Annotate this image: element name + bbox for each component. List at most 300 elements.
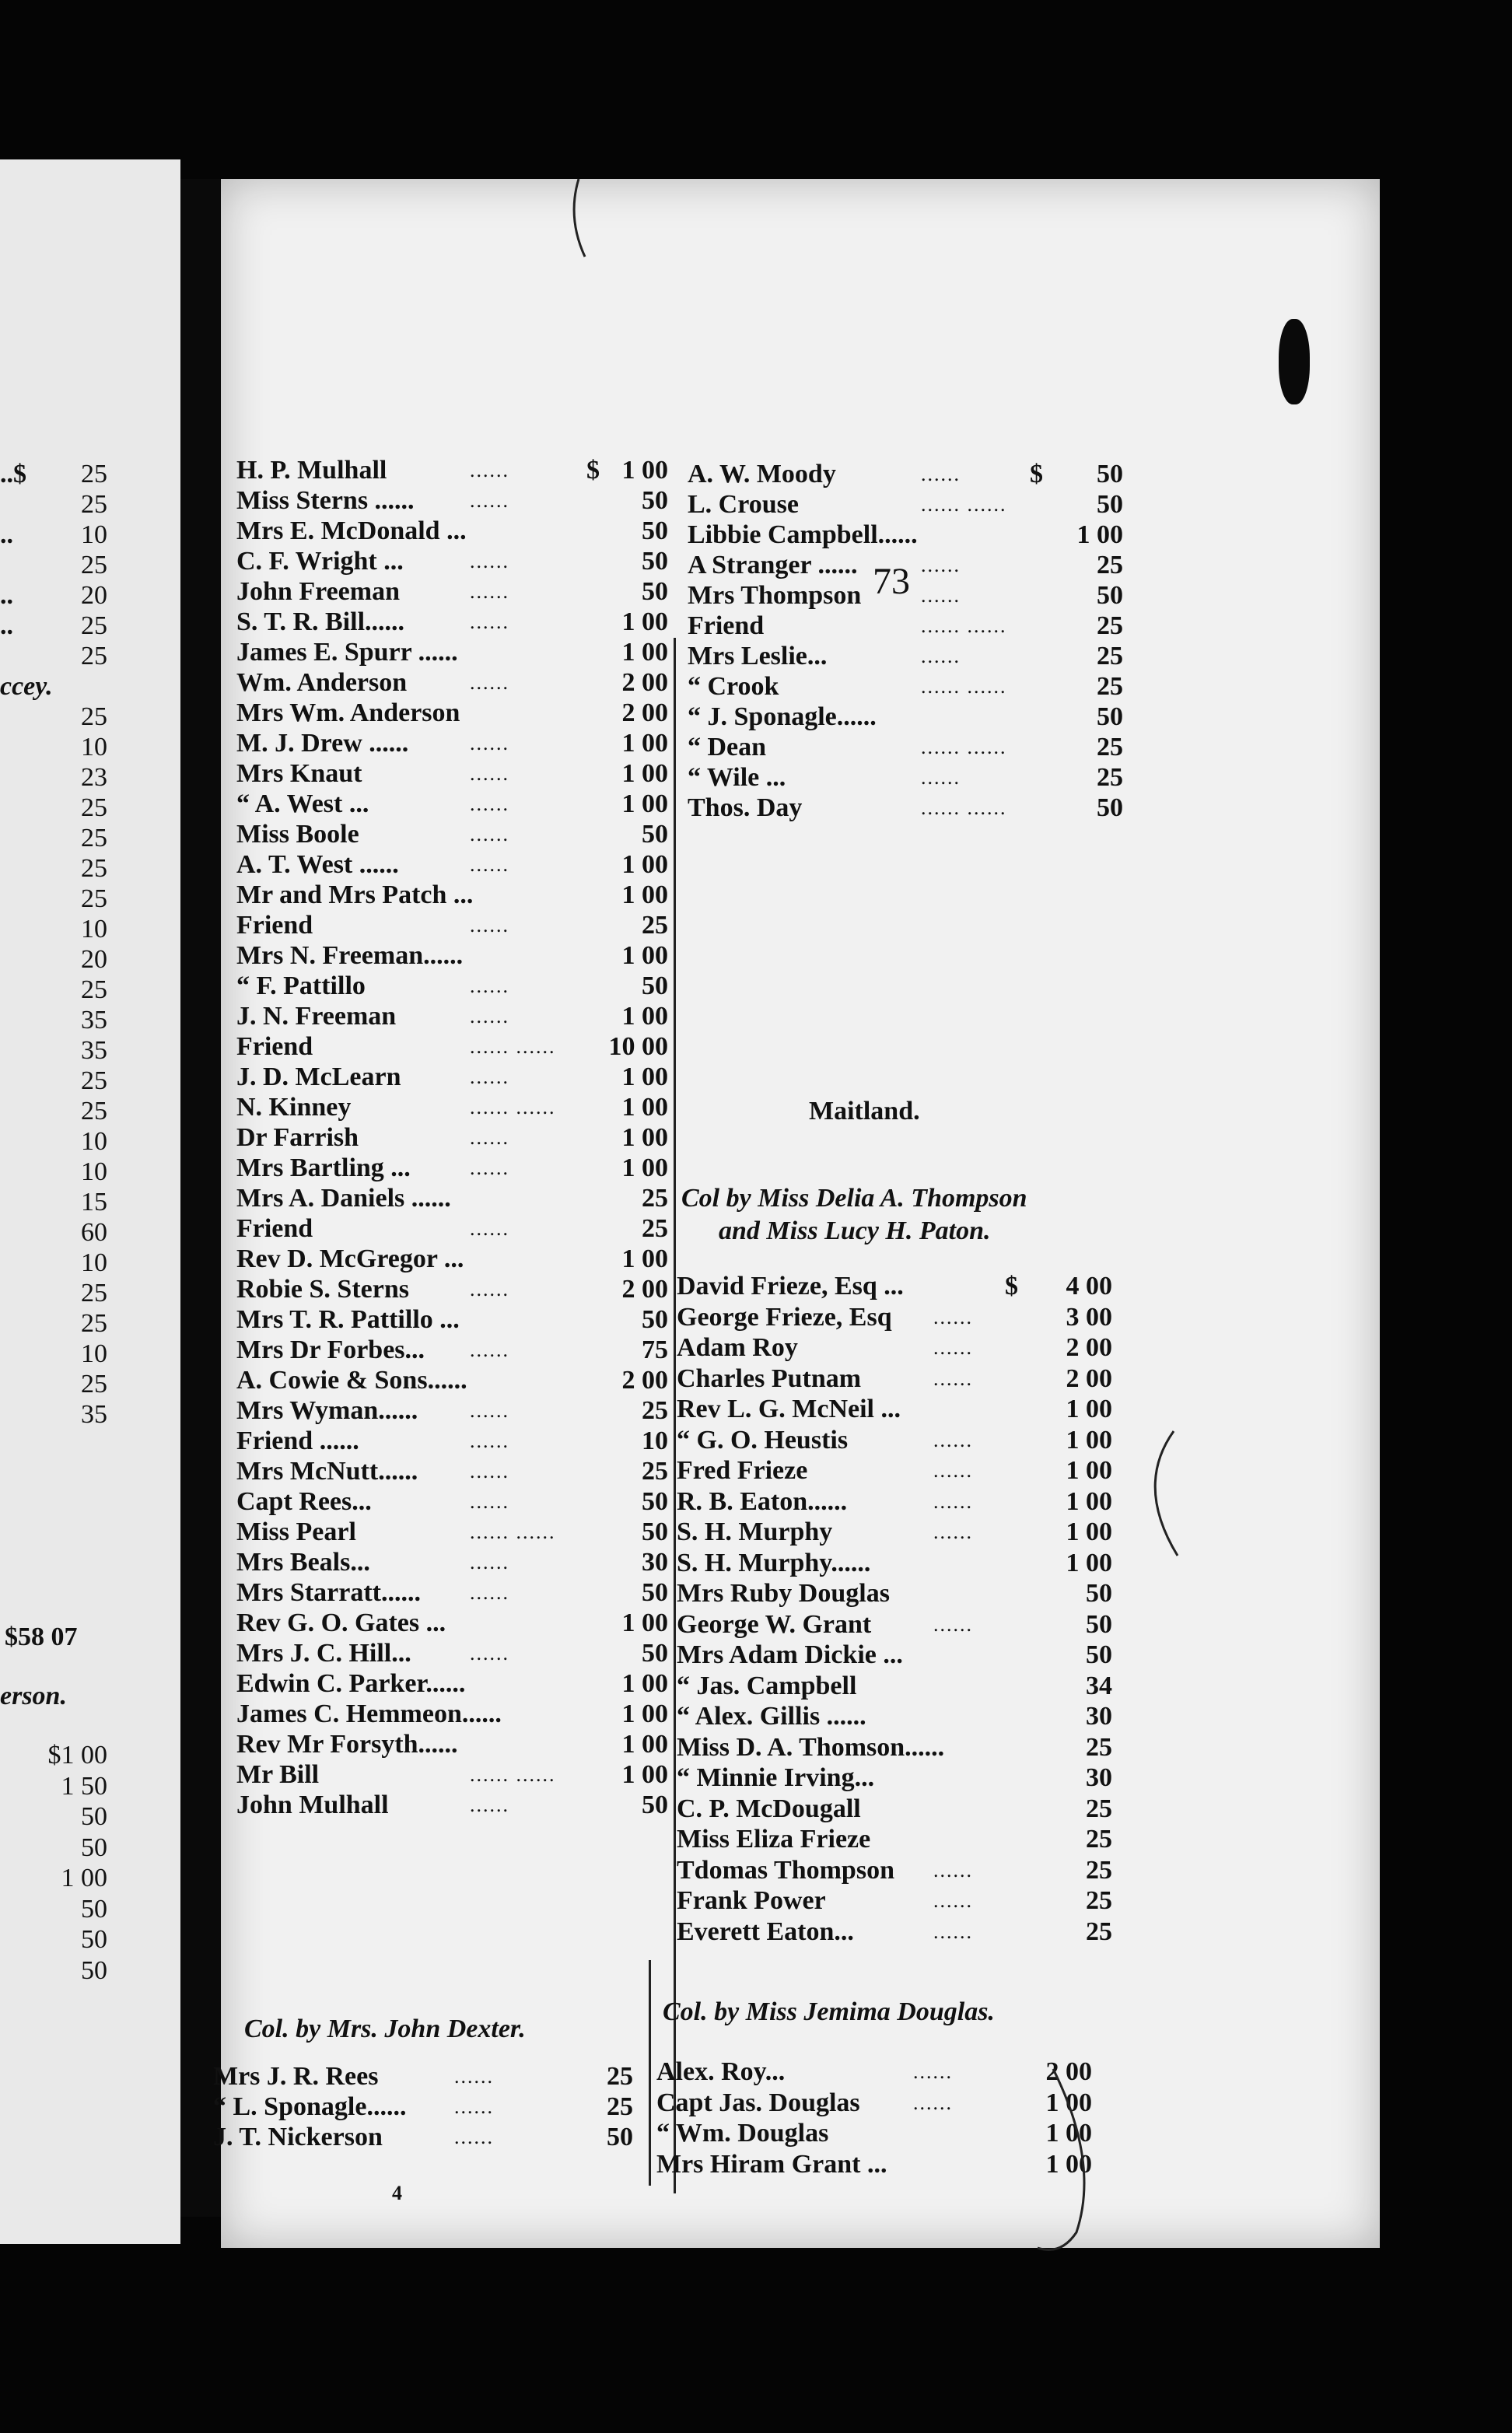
- entry-amount: 30: [642, 1548, 668, 1577]
- leader-dots: ......: [933, 1305, 973, 1329]
- entry-name: Mrs Leslie...: [688, 642, 828, 670]
- ledger-entry: [677, 1364, 1112, 1395]
- prev-entry: [0, 1126, 107, 1157]
- leader-dots: ......: [921, 766, 961, 789]
- prev-entry-amount: 25: [81, 975, 107, 1004]
- ledger-entry: [677, 1640, 1112, 1671]
- entry-amount: 25: [1097, 551, 1123, 579]
- ledger-entry: [677, 1732, 1112, 1763]
- prev-entry: [0, 1308, 107, 1339]
- entry-amount: 50: [642, 820, 668, 849]
- leader-dots: ......: [470, 853, 509, 876]
- prev-entry-amount: 10: [81, 733, 107, 761]
- entry-name: N. Kinney: [236, 1093, 352, 1122]
- entry-name: John Freeman: [236, 577, 400, 606]
- prev-entry: [0, 975, 107, 1006]
- ink-blot: [1279, 319, 1310, 404]
- prev-entry-name: ..: [0, 611, 13, 640]
- ledger-entry: [656, 2149, 1092, 2180]
- ledger-entry: [236, 698, 668, 729]
- ledger-entry: [688, 550, 1123, 581]
- ledger-entry: [236, 1729, 668, 1760]
- entry-name: Mrs McNutt......: [236, 1457, 418, 1486]
- leader-dots: ......: [470, 762, 509, 785]
- ledger-entry: [677, 1394, 1112, 1425]
- prev-entry-amount: 35: [81, 1036, 107, 1065]
- entry-name: Rev G. O. Gates ...: [236, 1609, 446, 1637]
- entry-amount: 1 00: [1066, 1518, 1112, 1546]
- prev-entry-amount: 25: [81, 1370, 107, 1399]
- prev-entry: [0, 580, 107, 611]
- leader-dots: ...... ......: [921, 614, 1007, 637]
- leader-dots: ......: [470, 489, 509, 512]
- entry-name: Alex. Roy...: [656, 2057, 786, 2086]
- entry-amount: 1 00: [621, 1093, 668, 1122]
- entry-name: Miss D. A. Thomson......: [677, 1732, 945, 1762]
- leader-dots: ......: [470, 1339, 509, 1361]
- prev-entry-amount: 10: [81, 1339, 107, 1368]
- ledger-entry: [677, 1548, 1112, 1579]
- entry-amount: 30: [1086, 1702, 1112, 1731]
- entry-name: A. T. West ......: [236, 850, 399, 879]
- ledger-entry: [688, 793, 1123, 824]
- ledger-entry: [677, 1302, 1112, 1333]
- ledger-entry: [688, 732, 1123, 763]
- entry-name: Mrs Knaut: [236, 759, 362, 788]
- entry-name: Mrs Bartling ...: [236, 1153, 411, 1182]
- entry-amount: 50: [1097, 793, 1123, 822]
- leader-dots: ...... ......: [921, 493, 1007, 516]
- entry-name: “ Wm. Douglas: [656, 2119, 829, 2148]
- prev-entry-amount: 60: [81, 1218, 107, 1247]
- entry-amount: 1 00: [621, 941, 668, 970]
- leader-dots: ......: [470, 1551, 509, 1574]
- collector-heading-thompson-paton-1: Col by Miss Delia A. Thompson: [681, 1184, 1027, 1213]
- entry-amount: 25: [1097, 733, 1123, 761]
- entry-name: S. H. Murphy: [677, 1518, 833, 1546]
- prev-entry-amount: 25: [81, 460, 107, 488]
- entry-amount: 50: [642, 1305, 668, 1334]
- entry-amount: 1 00: [621, 638, 668, 667]
- ledger-entry: [677, 1794, 1112, 1825]
- entry-amount: 4 00: [1066, 1272, 1112, 1301]
- ledger-entry: [677, 1917, 1112, 1948]
- entry-amount: 2 00: [621, 668, 668, 697]
- entry-amount: 1 00: [621, 1760, 668, 1789]
- leader-dots: ...... ......: [470, 1035, 556, 1058]
- prev-entry-amount: 20: [81, 945, 107, 974]
- entry-name: Mr and Mrs Patch ...: [236, 880, 474, 909]
- entry-amount: 2 00: [1066, 1333, 1112, 1362]
- leader-dots: ...... ......: [921, 796, 1007, 819]
- ledger-entry: [236, 1517, 668, 1548]
- entry-name: Mrs Beals...: [236, 1548, 370, 1577]
- entry-amount: 25: [642, 1396, 668, 1425]
- entry-name: Fred Frieze: [677, 1456, 808, 1485]
- leader-dots: ......: [921, 584, 961, 607]
- prev-entry: [0, 641, 107, 672]
- entry-name: Mrs Ruby Douglas: [677, 1579, 890, 1608]
- prev-entry: [0, 823, 107, 854]
- ledger-entry: [236, 728, 668, 759]
- entry-amount: 25: [1086, 1855, 1112, 1885]
- entry-name: Mrs J. C. Hill...: [236, 1639, 411, 1668]
- entry-name: “ F. Pattillo: [236, 971, 366, 1000]
- ledger-entry: [688, 520, 1123, 551]
- entry-name: Friend ......: [236, 1427, 359, 1455]
- entry-name: Mrs Wm. Anderson: [236, 698, 460, 727]
- entry-amount: 50: [642, 1639, 668, 1668]
- ledger-entry: [688, 459, 1123, 490]
- ledger-entry: [236, 1790, 668, 1821]
- prev-entry: [0, 1187, 107, 1218]
- entry-name: George Frieze, Esq: [677, 1302, 892, 1332]
- leader-dots: ......: [933, 1459, 973, 1482]
- prev-entry: [0, 884, 107, 915]
- entry-amount: 50: [642, 971, 668, 1000]
- leader-dots: ......: [933, 1612, 973, 1636]
- entry-name: R. B. Eaton......: [677, 1486, 848, 1516]
- ledger-entry: [677, 1885, 1112, 1917]
- entry-name: Miss Boole: [236, 820, 359, 849]
- leader-dots: ......: [470, 823, 509, 845]
- entry-amount: 1 00: [621, 1730, 668, 1759]
- leader-dots: ......: [470, 1217, 509, 1240]
- entry-amount: 1 00: [621, 1123, 668, 1152]
- entry-amount: 1 00: [621, 1669, 668, 1698]
- left-column-rule: [674, 638, 676, 2193]
- ledger-entry: [236, 546, 668, 577]
- ledger-page: [213, 179, 1380, 2248]
- entry-name: Mrs Thompson: [688, 581, 862, 610]
- entry-amount: 25: [1086, 1794, 1112, 1823]
- entry-amount: 50: [642, 1487, 668, 1516]
- entry-name: Dr Farrish: [236, 1123, 359, 1152]
- prev-entry-name: ccey.: [0, 672, 53, 701]
- prev-entry-amount: 10: [81, 915, 107, 943]
- ledger-entry: [236, 1153, 668, 1184]
- entry-amount: 50: [642, 1518, 668, 1546]
- prev-entry: [0, 1005, 107, 1036]
- leader-dots: ......: [933, 1367, 973, 1390]
- ledger-entry: [236, 849, 668, 880]
- leader-dots: ......: [470, 1126, 509, 1149]
- entry-name: Capt Jas. Douglas: [656, 2088, 860, 2117]
- prev-entry-amount: 50: [81, 1955, 107, 1985]
- prev-total: $58 07: [5, 1623, 78, 1651]
- ledger-entry: [677, 1455, 1112, 1486]
- prev-entry-amount: 25: [81, 702, 107, 731]
- prev-entry-amount: 10: [81, 520, 107, 549]
- leader-dots: ...... ......: [470, 1521, 556, 1543]
- prev-entry: [0, 1157, 107, 1188]
- prev-entry-amount: 25: [81, 1066, 107, 1095]
- leader-dots: ......: [470, 793, 509, 815]
- ledger-entry: [213, 2092, 633, 2123]
- entry-amount: 50: [642, 547, 668, 576]
- entry-name: Robie S. Sterns: [236, 1275, 409, 1304]
- entry-amount: 50: [642, 516, 668, 545]
- entry-amount: 1 00: [621, 1700, 668, 1728]
- prev-entry-amount: 1 00: [61, 1864, 107, 1892]
- dollar-sign: $: [586, 456, 600, 485]
- leader-dots: ......: [933, 1920, 973, 1943]
- prev-entry: [0, 1771, 107, 1802]
- entry-name: Miss Eliza Frieze: [677, 1825, 871, 1854]
- entry-name: “ Crook: [688, 672, 779, 701]
- entry-name: Mr Bill: [236, 1760, 320, 1789]
- leader-dots: ......: [470, 1581, 509, 1604]
- leader-dots: ...... ......: [470, 1763, 556, 1786]
- entry-name: Mrs Hiram Grant ...: [656, 2149, 887, 2179]
- prev-entry-amount: 25: [81, 793, 107, 822]
- entry-name: Frank Power: [677, 1886, 826, 1915]
- leader-dots: ......: [470, 914, 509, 936]
- ledger-entry: [236, 1486, 668, 1518]
- entry-name: S. H. Murphy......: [677, 1548, 871, 1577]
- leader-dots: ......: [470, 1278, 509, 1301]
- ledger-entry: [656, 2057, 1092, 2088]
- prev-entry: [0, 1035, 107, 1066]
- prev-entry: [0, 1096, 107, 1127]
- prev-entry-amount: 10: [81, 1127, 107, 1156]
- entry-amount: 1 00: [621, 880, 668, 909]
- book-gutter: [180, 179, 221, 2217]
- ledger-entry: [236, 1759, 668, 1791]
- entry-name: Friend: [236, 1214, 313, 1243]
- leader-dots: ......: [913, 2060, 953, 2083]
- prev-entry: [0, 671, 107, 702]
- ledger-entry: [677, 1855, 1112, 1886]
- entry-name: Mrs A. Daniels ......: [236, 1184, 451, 1213]
- prev-entry: [0, 1399, 107, 1430]
- ledger-entry: [236, 1122, 668, 1153]
- entry-name: Charles Putnam: [677, 1364, 862, 1393]
- entry-amount: 1 00: [1066, 1395, 1112, 1423]
- ledger-entry: [677, 1671, 1112, 1702]
- prev-entry: [0, 1217, 107, 1248]
- entry-amount: 25: [642, 1214, 668, 1243]
- entry-amount: 1 00: [621, 1245, 668, 1273]
- prev-entry: [0, 793, 107, 824]
- entry-name: Friend: [236, 1032, 313, 1061]
- entry-amount: 50: [1097, 490, 1123, 519]
- ledger-entry: [677, 1824, 1112, 1855]
- prev-entry: [0, 489, 107, 520]
- ledger-entry: [236, 971, 668, 1002]
- prev-entry-amount: 35: [81, 1006, 107, 1034]
- ledger-entry: [236, 1547, 668, 1578]
- leader-dots: ......: [454, 2065, 494, 2088]
- entry-name: George W. Grant: [677, 1609, 872, 1639]
- leader-dots: ......: [470, 1399, 509, 1422]
- entry-name: Friend: [236, 911, 313, 940]
- prev-entry: [0, 853, 107, 884]
- ledger-entry: [677, 1271, 1112, 1302]
- entry-amount: 1 00: [1045, 2088, 1092, 2117]
- prev-entry: [0, 1863, 107, 1894]
- section-title: Maitland.: [809, 1097, 920, 1125]
- dollar-sign: $: [1005, 1272, 1018, 1301]
- prev-entry: [0, 1894, 107, 1925]
- entry-amount: 10: [642, 1427, 668, 1455]
- entry-name: Adam Roy: [677, 1333, 798, 1362]
- entry-amount: 25: [607, 2062, 633, 2091]
- entry-name: Rev Mr Forsyth......: [236, 1730, 458, 1759]
- entry-amount: 25: [642, 1457, 668, 1486]
- entry-name: A. W. Moody: [688, 460, 836, 488]
- entry-name: Miss Pearl: [236, 1518, 356, 1546]
- prev-entry-amount: 25: [81, 824, 107, 852]
- prev-entry-amount: 35: [81, 1400, 107, 1429]
- prev-entry-amount: 25: [81, 490, 107, 519]
- ledger-entry: [688, 580, 1123, 611]
- leader-dots: ......: [921, 645, 961, 667]
- entry-name: “ L. Sponagle......: [213, 2092, 407, 2121]
- entry-amount: 1 00: [1045, 2149, 1092, 2179]
- prev-entry-amount: 23: [81, 763, 107, 792]
- entry-amount: 25: [1097, 672, 1123, 701]
- entry-name: Thos. Day: [688, 793, 803, 822]
- prev-entry-amount: 25: [81, 642, 107, 670]
- ledger-entry: [236, 1365, 668, 1396]
- entry-amount: 25: [1097, 611, 1123, 640]
- entry-name: C. F. Wright ...: [236, 547, 404, 576]
- prev-entry-amount: 25: [81, 1309, 107, 1338]
- signature-number: 4: [392, 2182, 402, 2204]
- ledger-entry: [236, 455, 668, 486]
- ledger-entry: [236, 485, 668, 516]
- pen-mark-bracket: [1131, 1423, 1185, 1563]
- leader-dots: ......: [933, 1490, 973, 1513]
- prev-entry: [0, 732, 107, 763]
- entry-name: H. P. Mulhall: [236, 456, 387, 485]
- leader-dots: ......: [454, 2126, 494, 2148]
- entry-name: James E. Spurr ......: [236, 638, 458, 667]
- prev-entry-amount: 25: [81, 1279, 107, 1308]
- prev-entry-amount: 25: [81, 611, 107, 640]
- entry-amount: 2 00: [621, 1366, 668, 1395]
- entry-name: M. J. Drew ......: [236, 729, 409, 758]
- ledger-entry: [656, 2088, 1092, 2119]
- entry-amount: 50: [1097, 702, 1123, 731]
- entry-name: “ Wile ...: [688, 763, 786, 792]
- leader-dots: ......: [470, 1005, 509, 1027]
- pen-mark-top: [563, 171, 594, 264]
- ledger-entry: [236, 1031, 668, 1062]
- ledger-entry: [236, 576, 668, 607]
- ledger-entry: [236, 1335, 668, 1366]
- prev-entry-amount: 25: [81, 884, 107, 913]
- leader-dots: ......: [470, 1157, 509, 1179]
- prev-entry-amount: 25: [81, 1097, 107, 1125]
- prev-entry-amount: 20: [81, 581, 107, 610]
- leader-dots: ......: [470, 550, 509, 572]
- leader-dots: ......: [933, 1336, 973, 1359]
- leader-dots: ......: [470, 1642, 509, 1665]
- entry-amount: 50: [1086, 1609, 1112, 1639]
- leader-dots: ......: [470, 459, 509, 481]
- entry-amount: 1 00: [621, 850, 668, 879]
- leader-dots: ......: [933, 1858, 973, 1882]
- entry-name: A. Cowie & Sons......: [236, 1366, 467, 1395]
- leader-dots: ......: [470, 1066, 509, 1088]
- entry-amount: 2 00: [1066, 1364, 1112, 1393]
- entry-amount: 2 00: [621, 1275, 668, 1304]
- ledger-entry: [236, 1608, 668, 1639]
- ledger-entry: [236, 1668, 668, 1700]
- entry-amount: 1 00: [621, 789, 668, 818]
- entry-name: A Stranger ......: [688, 551, 858, 579]
- entry-amount: 30: [1086, 1763, 1112, 1792]
- prev-entry: [0, 762, 107, 793]
- dollar-sign: $: [1030, 460, 1043, 488]
- ledger-entry: [688, 489, 1123, 520]
- entry-amount: 1 00: [1066, 1548, 1112, 1577]
- entry-name: “ Dean: [688, 733, 767, 761]
- leader-dots: ......: [933, 1428, 973, 1451]
- leader-dots: ...... ......: [921, 736, 1007, 758]
- entry-name: Tdomas Thompson: [677, 1855, 894, 1885]
- ledger-entry: [688, 611, 1123, 642]
- prev-entry-amount: 50: [81, 1894, 107, 1924]
- entry-amount: 25: [1086, 1886, 1112, 1915]
- entry-amount: 25: [1097, 763, 1123, 792]
- prev-entry-amount: 1 50: [61, 1771, 107, 1801]
- prev-entry-amount: 10: [81, 1157, 107, 1186]
- collector-heading-douglas: Col. by Miss Jemima Douglas.: [663, 1997, 995, 2026]
- entry-amount: 34: [1086, 1671, 1112, 1700]
- entry-amount: 3 00: [1066, 1302, 1112, 1332]
- prev-entry: [0, 702, 107, 733]
- entry-amount: 1 00: [1066, 1425, 1112, 1455]
- entry-amount: 1 00: [1076, 520, 1123, 549]
- entry-name: Mrs E. McDonald ...: [236, 516, 467, 545]
- prev-entry-name: ..: [0, 520, 13, 549]
- ledger-entry: [213, 2061, 633, 2092]
- prev-entry: [0, 1924, 107, 1955]
- leader-dots: ...... ......: [470, 1096, 556, 1118]
- leader-dots: ......: [470, 1794, 509, 1816]
- entry-name: J. N. Freeman: [236, 1002, 397, 1031]
- right-column-rule: [649, 1960, 651, 2186]
- prev-entry: [0, 1339, 107, 1370]
- entry-amount: 25: [642, 911, 668, 940]
- entry-amount: 1 00: [621, 1609, 668, 1637]
- prev-entry: [0, 1248, 107, 1279]
- entry-name: James C. Hemmeon......: [236, 1700, 502, 1728]
- entry-name: “ Jas. Campbell: [677, 1671, 857, 1700]
- entry-name: C. P. McDougall: [677, 1794, 861, 1823]
- prev-entry: [0, 520, 107, 551]
- entry-amount: 1 00: [621, 1062, 668, 1091]
- prev-entry: [0, 1278, 107, 1309]
- leader-dots: ......: [913, 2091, 953, 2114]
- ledger-entry: [236, 1456, 668, 1487]
- ledger-entry: [213, 2122, 633, 2153]
- prev-entry-amount: 50: [81, 1802, 107, 1831]
- entry-amount: 50: [642, 1578, 668, 1607]
- entry-amount: 1 00: [621, 607, 668, 636]
- entry-amount: 50: [642, 1791, 668, 1819]
- leader-dots: ......: [470, 1490, 509, 1513]
- entry-name: Rev D. McGregor ...: [236, 1245, 464, 1273]
- ledger-entry: [236, 607, 668, 638]
- prev-entry-amount: 50: [81, 1833, 107, 1862]
- entry-amount: 1 00: [1045, 2119, 1092, 2148]
- leader-dots: ......: [933, 1889, 973, 1912]
- leader-dots: ......: [921, 463, 961, 485]
